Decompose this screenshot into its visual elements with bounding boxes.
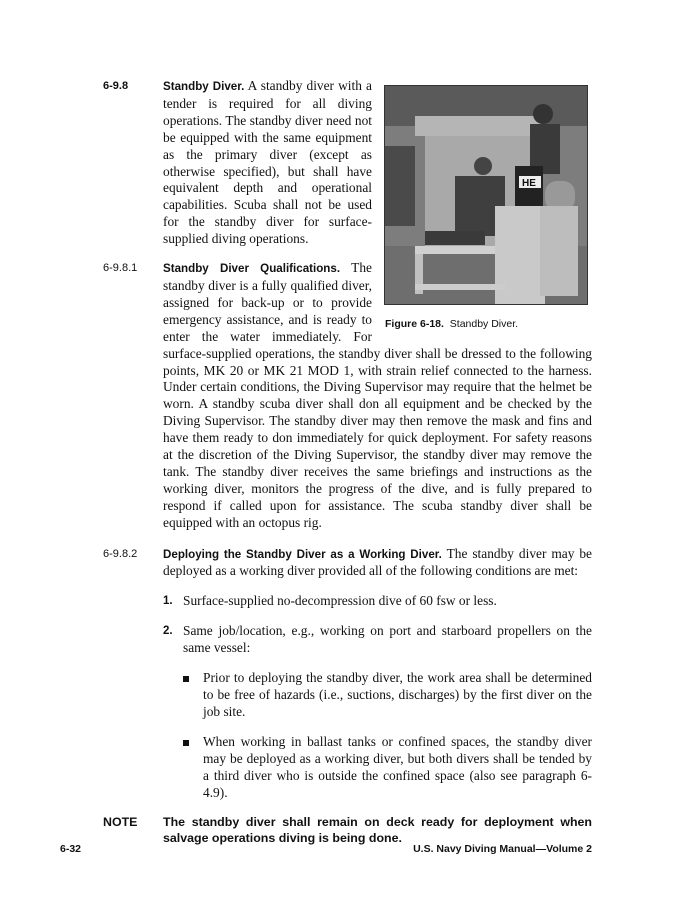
- running-footer-title: U.S. Navy Diving Manual—Volume 2: [413, 843, 592, 855]
- figure-label: Figure 6-18.: [385, 318, 444, 330]
- section-text: The standby diver may be deployed as a working diver provided all of the following conditions are met:: [163, 545, 592, 579]
- bullet-text: When working in ballast tanks or confined spaces, the standby diver may be deployed as a working diver, but both divers shall be tended by a third diver who is outside the confined space (also see paragraph 6-4.9).: [203, 733, 592, 800]
- square-bullet-icon: [183, 676, 189, 682]
- section-heading: Standby Diver Qualifications.: [163, 262, 341, 276]
- list-text: Surface-supplied no-decompression dive of 60 fsw or less.: [183, 593, 497, 609]
- bullet-item: [163, 734, 592, 802]
- page-number: 6-32: [60, 843, 82, 855]
- section-text: The standby diver is a fully qualified diver, assigned for back-up or to provide emergency assistance, and is ready to enter the water immediately. For surface-supplied operations, the standby diver shall be dressed to the following points, MK 20 or MK 21 MOD 1, with strain relief connected to the harness. Under certain conditions, the Diving Supervisor may require that the helmet be worn. A standby scuba diver shall don all equipment and be checked by the Diving Supervisor. The standby diver may then remove the mask and fins and have them ready to don immediately for quick deployment. For safety reasons at the discretion of the Diving Supervisor, the standby diver may remove the tank. The standby diver receives the same briefings and instructions as the working diver, monitors the progress of the dive, and is fully prepared to respond if called upon for assistance. The scuba standby diver shall be equipped with an octopus rig.: [163, 260, 592, 530]
- list-number: 1.: [163, 595, 173, 608]
- list-item: [163, 593, 592, 610]
- section-6-9-8: [103, 78, 592, 248]
- section-6-9-8-1: [103, 260, 592, 532]
- section-6-9-8-2: [103, 545, 592, 581]
- square-bullet-icon: [183, 740, 189, 746]
- section-number: 6-9.8.1: [103, 262, 138, 275]
- section-text: A standby diver with a tender is required for all diving operations. The standby diver need not be equipped with the same equipment as the primary diver (except as otherwise specified), but shall have equivalent depth and operational capabilities. Scuba shall not be used for the standby diver for surface-supplied diving operations.: [163, 78, 372, 247]
- section-number: 6-9.8: [103, 80, 129, 92]
- note-label: NOTE: [103, 815, 138, 830]
- note: [103, 814, 592, 846]
- list-item: [163, 623, 592, 657]
- photo-tank-label: HE: [522, 178, 536, 189]
- list-text: Same job/location, e.g., working on port and starboard propellers on the same vessel:: [183, 623, 592, 656]
- body-column: [103, 78, 592, 846]
- section-number: 6-9.8.2: [103, 547, 138, 560]
- section-heading: Deploying the Standby Diver as a Working Diver.: [163, 547, 442, 561]
- bullet-item: [163, 670, 592, 721]
- section-heading: Standby Diver.: [163, 80, 245, 93]
- figure-caption-text: Standby Diver.: [449, 318, 519, 330]
- bullet-text: Prior to deploying the standby diver, the work area shall be determined to be free of hazards (i.e., suctions, discharges) by the first diver on the job site.: [203, 670, 592, 719]
- list-number: 2.: [163, 625, 173, 638]
- note-text: The standby diver shall remain on deck ready for deployment when salvage operations diving is being done.: [163, 815, 592, 846]
